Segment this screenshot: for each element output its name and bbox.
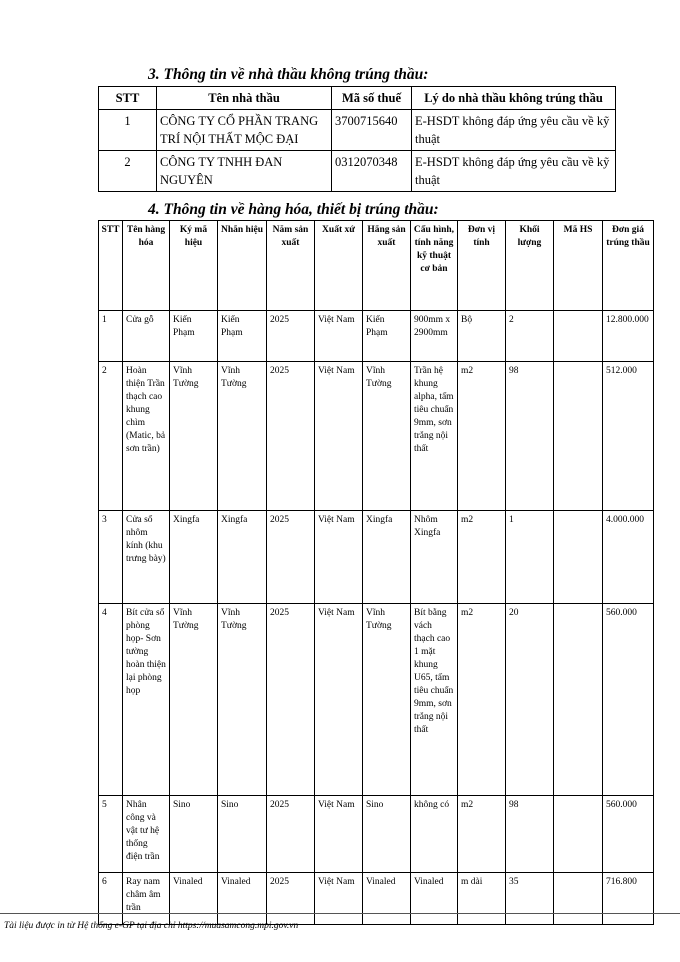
- cell-hs-code: [554, 362, 603, 511]
- header-stt: STT: [99, 87, 157, 110]
- table-row: [99, 311, 654, 362]
- winning-goods-table: [98, 220, 654, 925]
- cell-manufacturer: Vĩnh Tường: [363, 362, 411, 511]
- goods-table-body: [99, 311, 654, 925]
- cell-goods-name: Nhân công và vật tư hệ thống điện trần: [123, 796, 170, 873]
- cell-unit-price: 4.000.000: [603, 511, 654, 604]
- losing-bidders-table: [98, 86, 616, 192]
- cell-goods-name: Cửa gỗ: [123, 311, 170, 362]
- cell-goods-name: Cửa sổ nhôm kính (khu trưng bày): [123, 511, 170, 604]
- cell-origin: Việt Nam: [315, 511, 363, 604]
- cell-stt: 4: [99, 604, 123, 796]
- cell-stt: 2: [99, 151, 157, 192]
- cell-unit: m2: [458, 604, 506, 796]
- cell-reason: E-HSDT không đáp ứng yêu cầu về kỹ thuật: [412, 151, 616, 192]
- cell-quantity: 2: [506, 311, 554, 362]
- cell-model-code: Vĩnh Tường: [170, 604, 218, 796]
- cell-quantity: 98: [506, 796, 554, 873]
- cell-origin: Việt Nam: [315, 796, 363, 873]
- cell-hs-code: [554, 873, 603, 925]
- cell-tax-code: 0312070348: [332, 151, 412, 192]
- cell-unit-price: 12.800.000: [603, 311, 654, 362]
- cell-goods-name: Ray nam châm âm trần: [123, 873, 170, 925]
- table-row: [99, 151, 616, 192]
- cell-unit: Bộ: [458, 311, 506, 362]
- footer-note: Tài liệu được in từ Hệ thống e-GP tại địa chỉ https://muasamcong.mpi.gov.vn: [4, 921, 299, 931]
- cell-quantity: 20: [506, 604, 554, 796]
- cell-goods-name: Hoàn thiện Trần thạch cao khung chìm (Matic, bả sơn trần): [123, 362, 170, 511]
- cell-spec: Vinaled: [411, 873, 458, 925]
- cell-origin: Việt Nam: [315, 362, 363, 511]
- cell-origin: Việt Nam: [315, 604, 363, 796]
- cell-bidder-name: CÔNG TY TNHH ĐAN NGUYÊN: [157, 151, 332, 192]
- header-spec: Cấu hình, tính năng kỹ thuật cơ bản: [411, 221, 458, 311]
- cell-stt: 2: [99, 362, 123, 511]
- cell-quantity: 35: [506, 873, 554, 925]
- header-year: Năm sản xuất: [267, 221, 315, 311]
- cell-stt: 3: [99, 511, 123, 604]
- cell-unit-price: 560.000: [603, 796, 654, 873]
- cell-unit: m2: [458, 511, 506, 604]
- cell-unit-price: 512.000: [603, 362, 654, 511]
- table-row: [99, 511, 654, 604]
- footer-divider: [0, 913, 680, 914]
- cell-hs-code: [554, 311, 603, 362]
- cell-manufacturer: Vinaled: [363, 873, 411, 925]
- cell-spec: Nhôm Xingfa: [411, 511, 458, 604]
- header-quantity: Khối lượng: [506, 221, 554, 311]
- table-row: [99, 110, 616, 151]
- table-row: [99, 873, 654, 925]
- section-4-title: 4. Thông tin về hàng hóa, thiết bị trúng thầu:: [148, 201, 439, 218]
- cell-spec: Trần hệ khung alpha, tấm tiêu chuẩn 9mm, sơn trắng nội thất: [411, 362, 458, 511]
- cell-origin: Việt Nam: [315, 873, 363, 925]
- cell-stt: 1: [99, 110, 157, 151]
- cell-brand: Kiến Phạm: [218, 311, 267, 362]
- cell-year: 2025: [267, 511, 315, 604]
- cell-brand: Vinaled: [218, 873, 267, 925]
- cell-model-code: Vinaled: [170, 873, 218, 925]
- cell-manufacturer: Sino: [363, 796, 411, 873]
- cell-bidder-name: CÔNG TY CỔ PHẦN TRANG TRÍ NỘI THẤT MỘC ĐẠI: [157, 110, 332, 151]
- cell-brand: Sino: [218, 796, 267, 873]
- header-reason: Lý do nhà thầu không trúng thầu: [412, 87, 616, 110]
- header-tax-code: Mã số thuế: [332, 87, 412, 110]
- cell-unit: m2: [458, 796, 506, 873]
- cell-stt: 5: [99, 796, 123, 873]
- cell-brand: Xingfa: [218, 511, 267, 604]
- header-hs-code: Mã HS: [554, 221, 603, 311]
- header-unit: Đơn vị tính: [458, 221, 506, 311]
- cell-hs-code: [554, 604, 603, 796]
- cell-brand: Vĩnh Tường: [218, 362, 267, 511]
- cell-quantity: 1: [506, 511, 554, 604]
- header-model-code: Ký mã hiệu: [170, 221, 218, 311]
- table-row: [99, 796, 654, 873]
- cell-stt: 1: [99, 311, 123, 362]
- cell-manufacturer: Vĩnh Tường: [363, 604, 411, 796]
- cell-stt: 6: [99, 873, 123, 925]
- cell-model-code: Xingfa: [170, 511, 218, 604]
- header-bidder-name: Tên nhà thầu: [157, 87, 332, 110]
- cell-manufacturer: Xingfa: [363, 511, 411, 604]
- header-manufacturer: Hãng sản xuất: [363, 221, 411, 311]
- header-unit-price: Đơn giá trúng thầu: [603, 221, 654, 311]
- table-header-row: [99, 221, 654, 311]
- header-goods-name: Tên hàng hóa: [123, 221, 170, 311]
- cell-manufacturer: Kiến Phạm: [363, 311, 411, 362]
- cell-unit-price: 716.800: [603, 873, 654, 925]
- cell-unit: m2: [458, 362, 506, 511]
- cell-origin: Việt Nam: [315, 311, 363, 362]
- header-brand: Nhãn hiệu: [218, 221, 267, 311]
- cell-unit-price: 560.000: [603, 604, 654, 796]
- cell-year: 2025: [267, 362, 315, 511]
- header-origin: Xuất xứ: [315, 221, 363, 311]
- cell-spec: 900mm x 2900mm: [411, 311, 458, 362]
- table-row: [99, 604, 654, 796]
- cell-spec: Bít bằng vách thạch cao 1 mặt khung U65, tấm tiêu chuẩn 9mm, sơn trắng nội thất: [411, 604, 458, 796]
- cell-year: 2025: [267, 311, 315, 362]
- cell-year: 2025: [267, 604, 315, 796]
- cell-reason: E-HSDT không đáp ứng yêu cầu về kỹ thuật: [412, 110, 616, 151]
- cell-brand: Vĩnh Tường: [218, 604, 267, 796]
- cell-year: 2025: [267, 796, 315, 873]
- cell-model-code: Kiến Phạm: [170, 311, 218, 362]
- cell-tax-code: 3700715640: [332, 110, 412, 151]
- cell-goods-name: Bít cửa sổ phòng họp- Sơn tường hoàn thiện lại phòng họp: [123, 604, 170, 796]
- header-stt: STT: [99, 221, 123, 311]
- cell-spec: không có: [411, 796, 458, 873]
- cell-hs-code: [554, 511, 603, 604]
- cell-model-code: Sino: [170, 796, 218, 873]
- table-header-row: [99, 87, 616, 110]
- section-3-title: 3. Thông tin về nhà thầu không trúng thầu:: [148, 66, 429, 83]
- cell-year: 2025: [267, 873, 315, 925]
- cell-model-code: Vĩnh Tường: [170, 362, 218, 511]
- cell-quantity: 98: [506, 362, 554, 511]
- table-row: [99, 362, 654, 511]
- cell-unit: m dài: [458, 873, 506, 925]
- cell-hs-code: [554, 796, 603, 873]
